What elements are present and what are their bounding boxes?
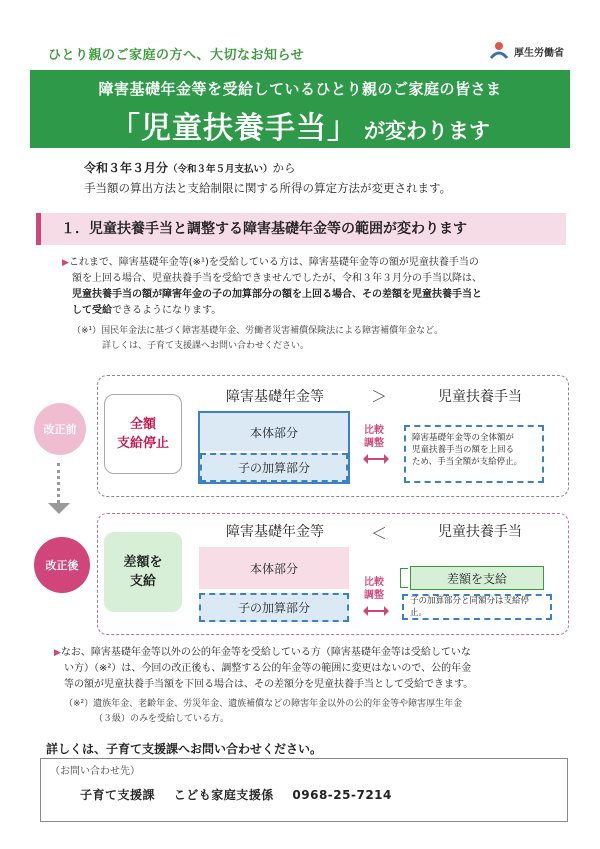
- after-col-allowance: 児童扶養手当: [438, 524, 522, 540]
- transition-arrow-icon: [48, 503, 70, 514]
- contact-department: 子育て支援課: [80, 788, 156, 802]
- before-result-label: 全額 支給停止: [104, 394, 182, 474]
- ministry-mark: [488, 40, 564, 62]
- after-result-label: 差額を 支給: [104, 532, 182, 612]
- bullet-triangle-icon: ▶: [54, 648, 61, 658]
- intro-text: [84, 159, 451, 197]
- after-sub-part: 子の加算部分: [199, 593, 349, 622]
- section1-heading-text: １．児童扶養手当と調整する障害基礎年金等の範囲が変わります: [61, 221, 467, 237]
- before-body-part: 本体部分: [200, 413, 348, 451]
- contact-phone[interactable]: 0968-25-7214: [292, 788, 392, 802]
- after-adjust-arrow-icon: [366, 610, 386, 612]
- after-reform-circle: 改正後: [34, 537, 90, 593]
- transition-line: [57, 463, 61, 503]
- before-col-allowance: 児童扶養手当: [438, 389, 522, 405]
- contact-section: こども家庭支援係: [173, 788, 274, 802]
- after-diff-label: 差額を支給: [410, 566, 544, 590]
- after-body-part: 本体部分: [199, 547, 349, 589]
- contact-info: [80, 786, 406, 803]
- contact-lead: 詳しくは、子育て支援課へお問い合わせください。: [46, 742, 323, 756]
- before-adjust-label: 比較 調整: [364, 425, 384, 449]
- after-col-pension: 障害基礎年金等: [226, 524, 324, 540]
- after-explanation: 子の加算部分と同額分は支給停止。: [402, 594, 552, 620]
- contact-label: （お問い合わせ先）: [50, 766, 140, 777]
- banner-subtitle: 障害基礎年金等を受給しているひとり親のご家庭の皆さま: [98, 80, 502, 98]
- before-compare-sign: ＞: [370, 387, 387, 406]
- banner-title-main: 「児童扶養手当」: [110, 111, 358, 146]
- intro-date-paren: （令和３年５月支払い）: [168, 164, 273, 175]
- banner-title: [30, 103, 570, 147]
- before-explanation: 障害基礎年金等の全体額が 児童扶養手当の額を上回る ため、手当全額が支給停止。: [404, 425, 544, 483]
- ministry-logo-icon: [488, 40, 510, 62]
- after-adjust-label: 比較 調整: [364, 577, 384, 601]
- after-compare-sign: ＜: [370, 524, 387, 543]
- before-sub-part: 子の加算部分: [200, 453, 348, 482]
- before-reform-circle: 改正前: [34, 403, 86, 455]
- before-col-pension: 障害基礎年金等: [226, 389, 324, 405]
- before-adjust-arrow-icon: [366, 458, 386, 460]
- section1-note: （※¹）国民年金法に基づく障害基礎年金、労働者災害補償保険法による障害補償年金など。 詳しくは、子育て支援課へお問い合わせください。: [72, 326, 444, 351]
- intro-date-tail: から: [272, 161, 296, 175]
- section1-paragraph: ▶これまで、障害基礎年金等(※¹)を受給している方は、障害基礎年金等の額が児童扶養手当の 額を上回る場合、児童扶養手当を受給できませんでしたが、令和３年３月分の手当以降は、 児童扶養手当の額が障害年金の子の加算部分の額を上回る場合、その差額を児童扶養手当と して受給できるようになります。: [62, 257, 482, 316]
- after-diff-bracket: [400, 568, 408, 588]
- intro-line2: 手当額の算出方法と支給制限に関する所得の算定方法が変更されます。: [84, 181, 452, 195]
- section2-note: （※²）遺族年金、老齢年金、労災年金、遺族補償などの障害年金以外の公的年金等や障害厚生年金 （３級）のみを受給している方。: [64, 699, 463, 724]
- title-banner: [30, 70, 570, 148]
- bullet-triangle-icon: ▶: [62, 258, 69, 268]
- section1-heading: [36, 213, 566, 245]
- section2-paragraph: ▶なお、障害基礎年金等以外の公的年金等を受給している方（障害基礎年金等は受給していな い方）（※²）は、今回の改正後も、調整する公的年金等の範囲に変更はないので、公的年金 等の額が児童扶養手当額を下回る場合は、その差額分を児童扶養手当として受給できます。: [54, 647, 474, 690]
- notice-top-label: ひとり親のご家庭の方へ、大切なお知らせ: [48, 48, 305, 63]
- ministry-name: 厚生労働省: [514, 47, 564, 59]
- banner-title-tail: が変わります: [364, 119, 490, 143]
- intro-date: 令和３年３月分: [84, 161, 169, 175]
